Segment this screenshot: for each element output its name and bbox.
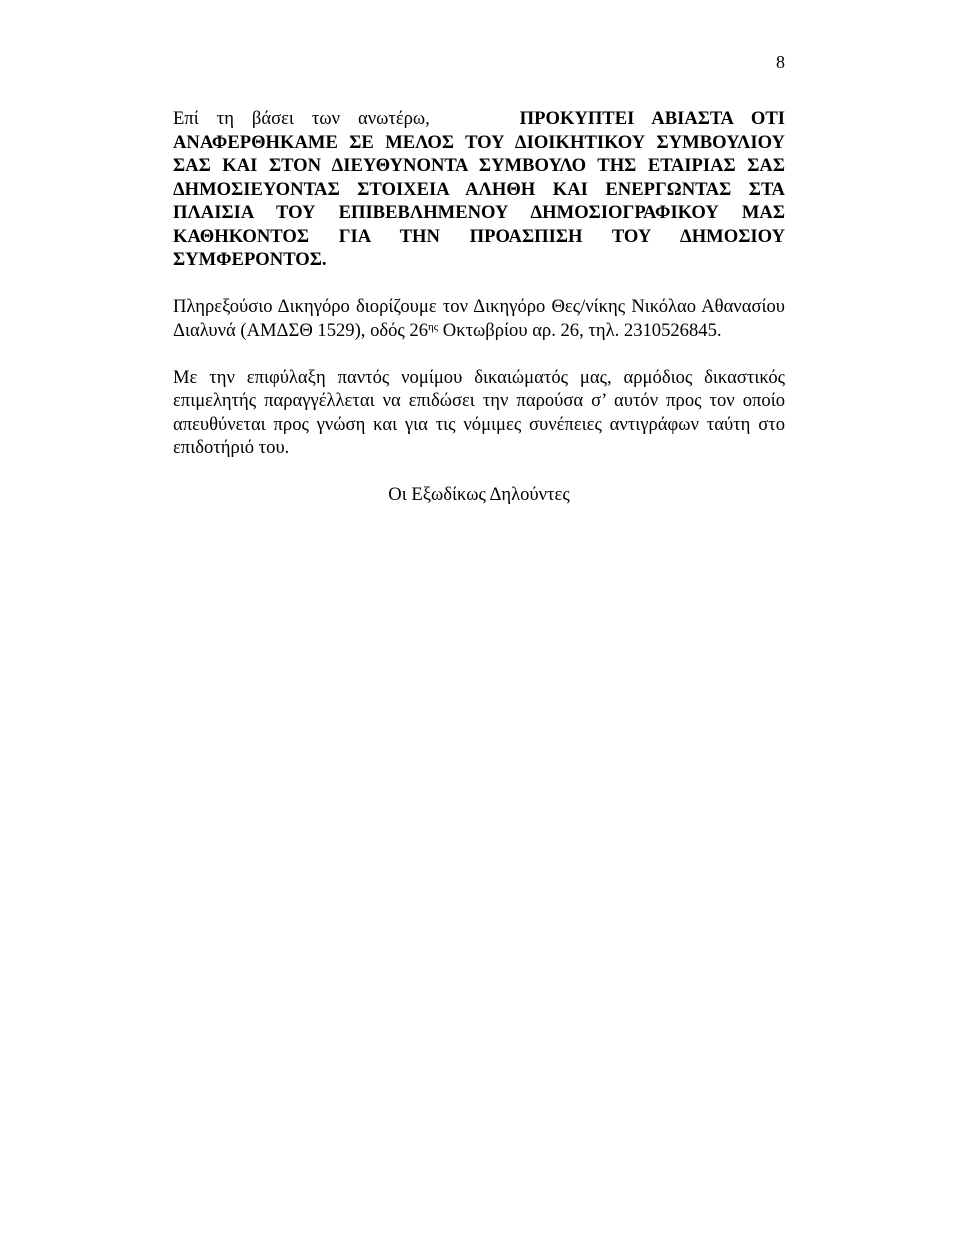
paragraph-conclusion-intro: Επί τη βάσει των ανωτέρω,	[173, 108, 430, 129]
paragraph-attorney	[173, 295, 785, 342]
page-number: 8	[776, 52, 785, 72]
closing-signature: Οι Εξωδίκως Δηλούντες	[388, 484, 570, 505]
ordinal-superscript: ης	[428, 320, 439, 333]
document-body	[173, 107, 785, 507]
paragraph-attorney-text-end: Οκτωβρίου αρ. 26, τηλ. 2310526845.	[438, 319, 722, 341]
paragraph-attorney-text: Πληρεξούσιο Δικηγόρο διορίζουμε τον Δικηγόρο Θες/νίκης Νικόλαο Αθανασίου Διαλυνά (ΑΜΔΣΘ 1529), οδός 26	[173, 296, 785, 341]
paragraph-conclusion	[173, 107, 785, 272]
paragraph-service: Με την επιφύλαξη παντός νομίμου δικαιώματός μας, αρμόδιος δικαστικός επιμελητής παραγγέλλεται να επιδώσει την παρούσα σ’ αυτόν προς τον οποίο απευθύνεται προς γνώση και για τις νόμιμες συνέπειες αντιγράφων ταύτη στο επιδοτήριό του.	[173, 366, 785, 458]
paragraph-conclusion-bold: ΠΡΟΚΥΠΤΕΙ ΑΒΙΑΣΤΑ ΟΤΙ ΑΝΑΦΕΡΘΗΚΑΜΕ ΣΕ ΜΕΛΟΣ ΤΟΥ ΔΙΟΙΚΗΤΙΚΟΥ ΣΥΜΒΟΥΛΙΟΥ ΣΑΣ ΚΑΙ ΣΤΟΝ ΔΙΕΥΘΥΝΟΝΤΑ ΣΥΜΒΟΥΛΟ ΤΗΣ ΕΤΑΙΡΙΑΣ ΣΑΣ ΔΗΜΟΣΙΕΥΟΝΤΑΣ ΣΤΟΙΧΕΙΑ ΑΛΗΘΗ ΚΑΙ ΕΝΕΡΓΩΝΤΑΣ ΣΤΑ ΠΛΑΙΣΙΑ ΤΟΥ ΕΠΙΒΕΒΛΗΜΕΝΟΥ ΔΗΜΟΣΙΟΓΡΑΦΙΚΟΥ ΜΑΣ ΚΑΘΗΚΟΝΤΟΣ ΓΙΑ ΤΗΝ ΠΡΟΑΣΠΙΣΗ ΤΟΥ ΔΗΜΟΣΙΟΥ ΣΥΜΦΕΡΟΝΤΟΣ.	[173, 108, 785, 270]
